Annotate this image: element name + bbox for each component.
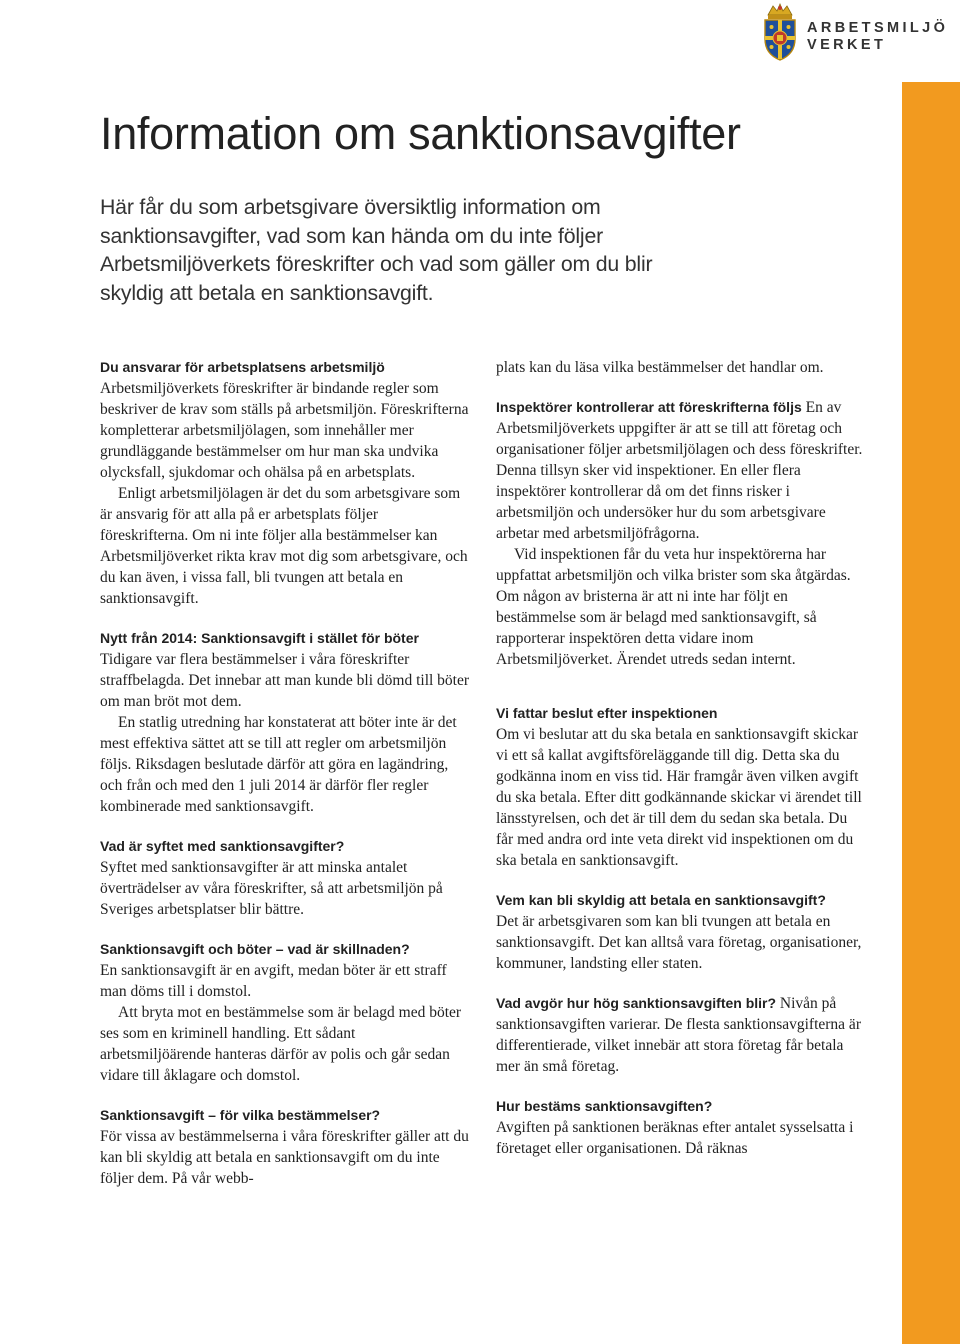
paragraph: Om vi beslutar att du ska betala en sanktionsavgift skickar vi ett så kallat avgiftsföreläggande till dig. Detta ska du godkänna inom en viss tid. Här framgår även vilken avgift du ska betala. Efter ditt godkännande skickar vi ärendet till länsstyrelsen, och det är till dem du sedan ska betala. Du får med andra ord inte veta direkt vid inspektionen om du ska betala en sanktionsavgift.: [496, 726, 862, 869]
section-heading-how-determined: Hur bestäms sanktionsavgiften?: [496, 1098, 713, 1114]
logo-line-2: VERKET: [807, 37, 887, 53]
section-heading-inspectors: Inspektörer kontrollerar att föreskrifterna följs: [496, 399, 802, 415]
section-heading-who-pays: Vem kan bli skyldig att betala en sanktionsavgift?: [496, 892, 826, 908]
orange-side-bar: [902, 82, 960, 1344]
section-heading-level: Vad avgör hur hög sanktionsavgiften blir?: [496, 995, 777, 1011]
paragraph: Avgiften på sanktionen beräknas efter antalet sysselsatta i företaget eller organisationen. Då räknas: [496, 1119, 854, 1157]
section-heading-purpose: Vad är syftet med sanktionsavgifter?: [100, 838, 345, 854]
intro-paragraph: Här får du som arbetsgivare översiktlig information om sanktionsavgifter, vad som kan hända om du inte följer Arbetsmiljöverkets föreskrifter och vad som gäller om du blir skyldig att betala en sanktionsavgift.: [100, 195, 653, 305]
paragraph: En statlig utredning har konstaterat att böter inte är det mest effektiva sättet att se till att regler om arbetsmiljön följs. Riksdagen beslutade därför att göra en lagändring, och från och med den 1 juli 2014 är därför fler regler kombinerade med sanktionsavgift.: [100, 714, 457, 815]
section-heading-new-2014: Nytt från 2014: Sanktionsavgift i stället för böter: [100, 630, 419, 646]
inline-section-level: [496, 993, 866, 1077]
coat-of-arms-icon: [760, 2, 800, 62]
section-heading-which-rules: Sanktionsavgift – för vilka bestämmelser?: [100, 1107, 381, 1123]
paragraph: Tidigare var flera bestämmelser i våra föreskrifter straffbelagda. Det innebar att man kunde bli dömd till böter om man bröt mot dem.: [100, 651, 470, 710]
page-title: Information om sanktionsavgifter: [100, 108, 741, 159]
right-column: [496, 357, 866, 1159]
paragraph: Enligt arbetsmiljölagen är det du som arbetsgivare som är ansvarig för att alla på er arbetsplats följer föreskrifterna. Om ni inte följer alla bestämmelser kan Arbetsmiljöverket rikta krav mot dig som arbetsgivare, och du kan även, i vissa fall, bli tvungen att betala en sanktionsavgift.: [100, 485, 468, 607]
section-heading-difference: Sanktionsavgift och böter – vad är skillnaden?: [100, 941, 410, 957]
arbetsmiljoverket-logo: [760, 2, 950, 64]
paragraph: Vid inspektionen får du veta hur inspektörerna har uppfattat arbetsmiljön och vilka brister som ska åtgärdas. Om någon av bristerna är att ni inte har följt en bestämmelse som är belagd med sanktionsavgift, så rapporterar inspektören detta vidare inom Arbetsmiljöverket. Ärendet utreds sedan internt.: [496, 546, 851, 668]
paragraph: En sanktionsavgift är en avgift, medan böter är ett straff man döms till i domstol.: [100, 962, 447, 1000]
logo-wordmark: [807, 20, 948, 54]
paragraph: Att bryta mot en bestämmelse som är belagd med böter ses som en kriminell handling. Ett sådant arbetsmiljöärende hanteras därför av polis och går sedan vidare till åklagare och domstol.: [100, 1004, 462, 1084]
paragraph-continuation: plats kan du läsa vilka bestämmelser det handlar om.: [496, 359, 824, 376]
paragraph: En av Arbetsmiljöverkets uppgifter är att se till att företag och organisationer följer arbetsmiljölagen och dess föreskrifter. Denna tillsyn sker vid inspektioner. En eller flera inspektörer kontrollerar då om det finns risker i arbetsmiljön och undersöker hur du som arbetsgivare arbetar med arbetsmiljöfrågorna.: [496, 399, 863, 542]
inline-section-inspectors: [496, 397, 866, 544]
left-column: [100, 357, 470, 1189]
paragraph: Arbetsmiljöverkets föreskrifter är bindande regler som beskriver de krav som ställs på arbetsmiljön. Föreskrifterna kompletterar arbetsmiljölagen, som innehåller mer grundläggande bestämmelser om hur man ska undvika olycksfall, sjukdomar och ohälsa på en arbetsplats.: [100, 380, 469, 481]
section-heading-responsibility: Du ansvarar för arbetsplatsens arbetsmiljö: [100, 359, 385, 375]
paragraph: Syftet med sanktionsavgifter är att minska antalet överträdelser av våra föreskrifter, så att arbetsmiljön på Sveriges arbetsplatser blir bättre.: [100, 859, 443, 918]
paragraph: För vissa av bestämmelserna i våra föreskrifter gäller att du kan bli skyldig att betala en sanktionsavgift om du inte följer dem. På vår webb-: [100, 1128, 469, 1187]
logo-line-1: ARBETSMILJÖ: [807, 20, 949, 36]
section-heading-decision: Vi fattar beslut efter inspektionen: [496, 705, 718, 721]
paragraph: Nivån på sanktionsavgiften varierar. De flesta sanktionsavgifterna är differentierade, vilket innebär att stora företag får betala mer än små företag.: [496, 995, 861, 1075]
paragraph: Det är arbetsgivaren som kan bli tvungen att betala en sanktionsavgift. Det kan alltså vara företag, organisationer, kommuner, landsting eller staten.: [496, 913, 862, 972]
